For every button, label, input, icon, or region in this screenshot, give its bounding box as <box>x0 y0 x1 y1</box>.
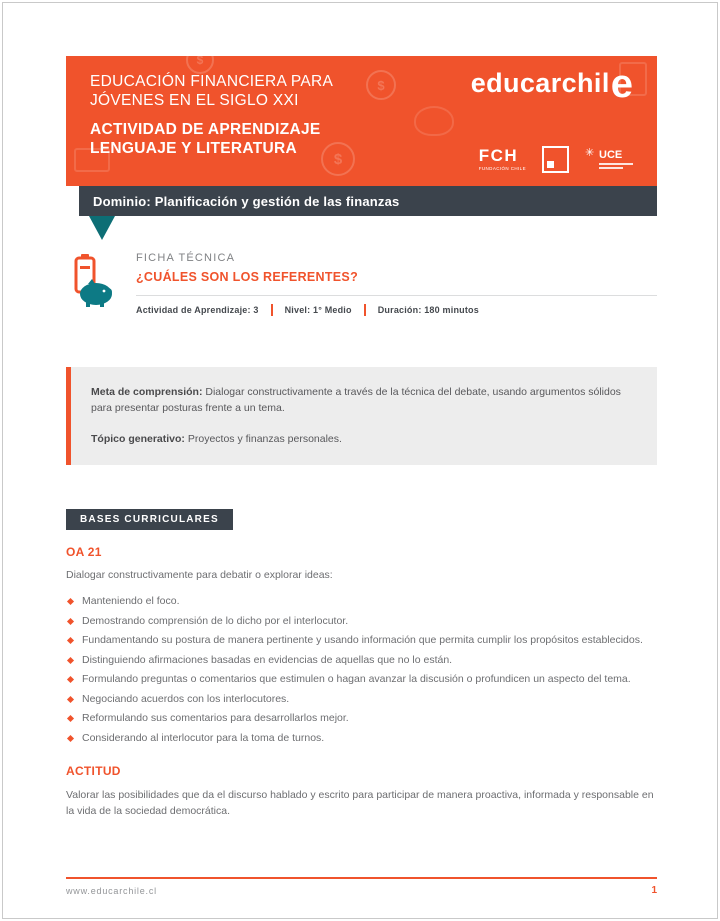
list-item <box>68 594 657 610</box>
ficha-kicker: FICHA TÉCNICA <box>136 252 236 264</box>
educarchile-logo <box>470 62 633 106</box>
domain-bar-text: Dominio: Planificación y gestión de las finanzas <box>93 193 400 209</box>
uce-logo-bar <box>599 163 633 165</box>
educarchile-logo-e: e <box>610 62 633 106</box>
header-banner <box>66 56 657 186</box>
fch-logo <box>479 148 526 171</box>
main-content <box>66 544 657 819</box>
oa-bullet-list <box>66 594 657 746</box>
list-item <box>68 614 657 630</box>
footer-url-link[interactable]: www.educarchile.cl <box>66 885 157 896</box>
list-item <box>68 711 657 727</box>
bullet-text: Negociando acuerdos con los interlocutores. <box>82 692 290 705</box>
ficha-body <box>136 252 657 316</box>
document-page <box>2 2 718 919</box>
bullet-text: Considerando al interlocutor para la toma de turnos. <box>82 731 325 744</box>
list-item <box>68 653 657 669</box>
header-activity-line2: LENGUAJE Y LITERATURA <box>90 140 297 157</box>
bullet-text: Distinguiendo afirmaciones basadas en evidencias de aquellas que no lo están. <box>82 653 453 666</box>
uce-star-icon: ✳ <box>585 147 595 159</box>
domain-bar <box>79 186 657 216</box>
diamond-bullet-icon <box>67 617 74 624</box>
page-number: 1 <box>651 885 657 896</box>
meta-separator <box>364 304 366 316</box>
fch-logo-text: FCH <box>478 146 519 165</box>
diamond-bullet-icon <box>67 637 74 644</box>
meta-comprension-paragraph <box>91 384 637 416</box>
oa-intro: Dialogar constructivamente para debatir o explorar ideas: <box>66 569 333 581</box>
diamond-bullet-icon <box>67 656 74 663</box>
fch-logo-subtext: FUNDACIÓN CHILE <box>478 166 526 171</box>
speech-tail <box>89 216 115 240</box>
list-item <box>68 633 657 649</box>
topico-generativo-paragraph <box>91 431 637 447</box>
diamond-bullet-icon <box>67 715 74 722</box>
list-item <box>68 692 657 708</box>
coin-doodle-icon: $ <box>186 56 214 74</box>
diamond-bullet-icon <box>67 598 74 605</box>
bullet-text: Demostrando comprensión de lo dicho por el interlocutor. <box>82 614 349 627</box>
ministerio-logo-icon <box>542 146 569 173</box>
header-text-block <box>90 72 333 158</box>
meta-comprension-label: Meta de comprensión: <box>91 386 203 398</box>
coin-doodle-icon: $ <box>321 142 355 176</box>
summary-box <box>66 367 657 465</box>
uce-logo-text: UCE <box>599 149 623 161</box>
bullet-text: Formulando preguntas o comentarios que estimulen o hagan avanzar la discusión o profundicen un aspecto del tema. <box>82 673 631 685</box>
meta-activity: Actividad de Aprendizaje: 3 <box>136 305 259 315</box>
page-footer <box>66 877 657 896</box>
piggybank-doodle-icon <box>414 106 454 136</box>
meta-level: Nivel: 1° Medio <box>284 305 352 315</box>
diamond-bullet-icon <box>67 676 74 683</box>
ficha-meta-row <box>136 295 657 316</box>
partner-logos <box>479 146 633 173</box>
oa-title: OA 21 <box>66 545 102 559</box>
ficha-section <box>66 252 657 316</box>
header-series-line2: JÓVENES EN EL SIGLO XXI <box>90 92 299 109</box>
topico-generativo-label: Tópico generativo: <box>91 433 185 445</box>
bullet-text: Fundamentando su postura de manera pertinente y usando información que permita cumplir los propósitos establecidos. <box>82 634 643 646</box>
coin-doodle-icon: $ <box>366 70 396 100</box>
list-item <box>68 731 657 747</box>
header-series-line1: EDUCACIÓN FINANCIERA PARA <box>90 73 334 90</box>
actitud-title: ACTITUD <box>66 764 121 778</box>
battery-piggy-icon <box>66 252 116 308</box>
list-item <box>68 672 657 688</box>
bases-curriculares-badge: BASES CURRICULARES <box>66 509 233 530</box>
meta-comprension-text: Dialogar constructivamente a través de la técnica del debate, usando argumentos sólidos para presentar posturas frente a un tema. <box>91 386 621 414</box>
bullet-text: Reformulando sus comentarios para desarrollarlos mejor. <box>82 712 349 724</box>
diamond-bullet-icon <box>67 734 74 741</box>
diamond-bullet-icon <box>67 695 74 702</box>
educarchile-logo-text: educarchil <box>470 68 610 98</box>
bullet-text: Manteniendo el foco. <box>82 595 180 607</box>
uce-logo <box>585 147 633 169</box>
ficha-title: ¿CUÁLES SON LOS REFERENTES? <box>136 270 359 284</box>
ficha-icon <box>66 252 116 308</box>
actitud-text: Valorar las posibilidades que da el discurso hablado y escrito para participar de manera proactiva, informada y responsable en la vida de la sociedad democrática. <box>66 789 654 817</box>
uce-logo-bar <box>599 167 623 169</box>
meta-separator <box>271 304 273 316</box>
meta-duration: Duración: 180 minutos <box>377 305 479 315</box>
header-activity-line1: ACTIVIDAD DE APRENDIZAJE <box>90 121 321 138</box>
topico-generativo-text: Proyectos y finanzas personales. <box>184 433 342 445</box>
